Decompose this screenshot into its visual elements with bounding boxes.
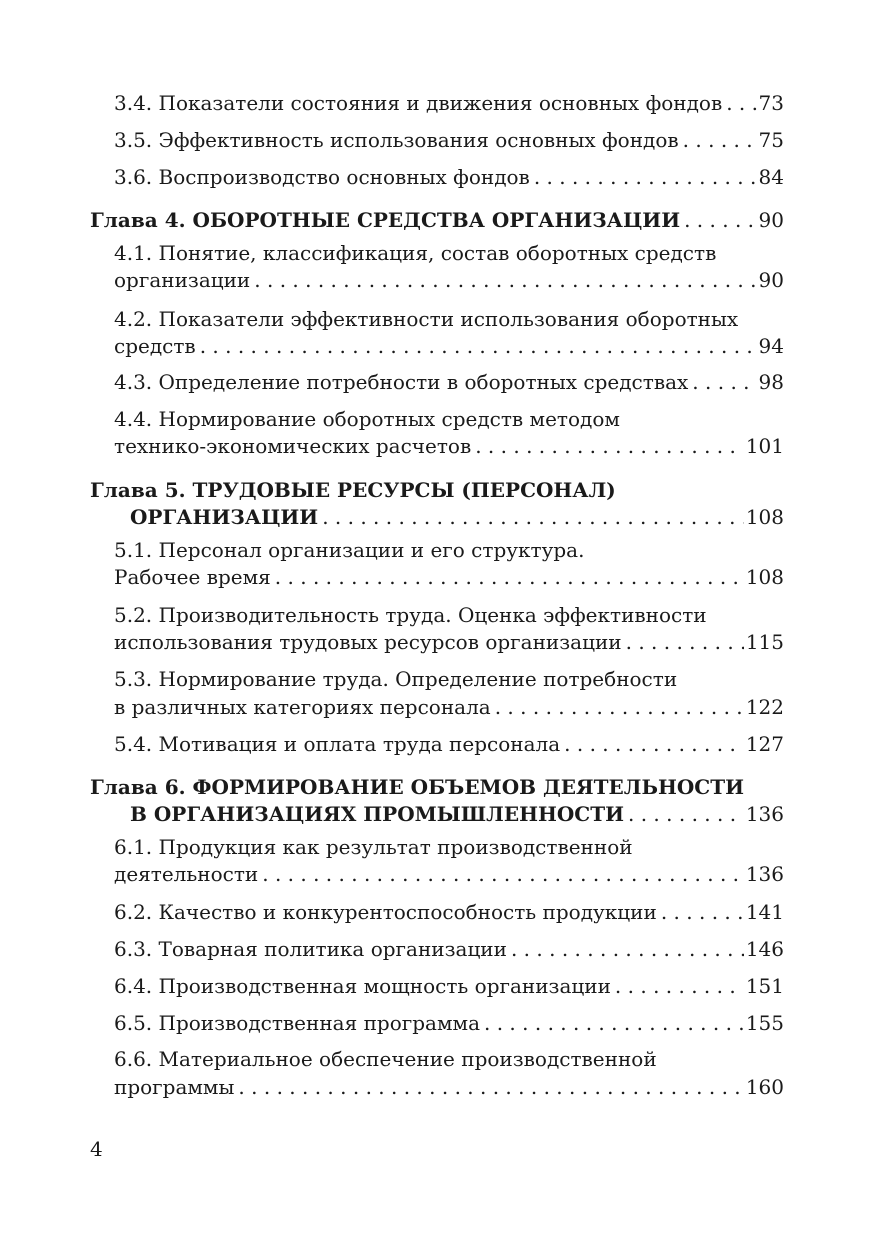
toc-chapter-5-line1 (90, 477, 784, 503)
chapter-title-cont: ОРГАНИЗАЦИИ (130, 505, 319, 529)
leader-dots (200, 333, 757, 359)
toc-entry-page: 75 (758, 128, 784, 152)
toc-entry-title: 5.3. Нормирование труда. Определение потребности (114, 667, 678, 691)
toc-entry-4-2-line1 (114, 306, 784, 332)
toc-entry-5-2-line1 (114, 602, 784, 628)
leader-dots (661, 899, 744, 925)
toc-entry-title: 6.6. Материальное обеспечение производственной (114, 1047, 657, 1071)
toc-entry-page: 90 (758, 208, 784, 232)
toc-entry-6-1-line2 (114, 861, 784, 887)
chapter-label: Глава 6. (90, 775, 186, 799)
leader-dots (684, 207, 756, 233)
toc-entry-page: 136 (745, 862, 784, 886)
chapter-label: Глава 5. (90, 478, 186, 502)
leader-dots (511, 936, 744, 962)
toc-entry-5-3-line1 (114, 666, 784, 692)
page-number: 4 (90, 1137, 103, 1161)
toc-entry-title: 6.1. Продукция как результат производственной (114, 835, 633, 859)
toc-entry-6-6-line2 (114, 1074, 784, 1100)
leader-dots (238, 1074, 743, 1100)
toc-entry-5-4 (114, 731, 784, 757)
toc-entry-title-cont: в различных категориях персонала (114, 695, 491, 719)
toc-entry-page: 127 (745, 732, 784, 756)
leader-dots (322, 504, 744, 530)
toc-entry-6-4 (114, 973, 784, 999)
toc-entry-page: 136 (745, 802, 784, 826)
toc-entry-6-2 (114, 899, 784, 925)
toc-entry-page: 108 (745, 565, 784, 589)
toc-entry-3-6 (114, 164, 784, 190)
toc-entry-5-3-line2 (114, 694, 784, 720)
leader-dots (615, 973, 744, 999)
chapter-title: ОБОРОТНЫЕ СРЕДСТВА ОРГАНИЗАЦИИ (192, 208, 681, 232)
toc-entry-page: 90 (758, 268, 784, 292)
toc-entry-title-cont: организации (114, 268, 251, 292)
toc-entry-title: 5.1. Персонал организации и его структура. (114, 538, 585, 562)
leader-dots (534, 164, 757, 190)
toc-entry-title-cont: средств (114, 334, 196, 358)
toc-entry-title-cont: деятельности (114, 862, 259, 886)
leader-dots (683, 127, 757, 153)
toc-entry-5-2-line2 (114, 629, 784, 655)
toc-entry-title: 3.6. Воспроизводство основных фондов (114, 165, 530, 189)
toc-chapter-6-line1 (90, 774, 784, 800)
toc-entry-page: 151 (745, 974, 784, 998)
toc-entry-6-1-line1 (114, 834, 784, 860)
toc-entry-page: 155 (745, 1011, 784, 1035)
toc-entry-4-1-line1 (114, 240, 784, 266)
toc-entry-title: 5.2. Производительность труда. Оценка эффективности (114, 603, 707, 627)
toc-entry-title-cont: использования трудовых ресурсов организации (114, 630, 622, 654)
toc-entry-page: 160 (745, 1075, 784, 1099)
toc-entry-5-1-line1 (114, 537, 784, 563)
toc-entry-page: 84 (758, 165, 784, 189)
toc-entry-page: 122 (745, 695, 784, 719)
leader-dots (262, 861, 744, 887)
toc-entry-page: 73 (758, 91, 784, 115)
leader-dots (275, 564, 744, 590)
toc-entry-4-1-line2 (114, 267, 784, 293)
toc-entry-3-4 (114, 90, 784, 116)
toc-entry-3-5 (114, 127, 784, 153)
toc-entry-page: 98 (758, 370, 784, 394)
toc-entry-4-4-line1 (114, 406, 784, 432)
toc-entry-title-cont: Рабочее время (114, 565, 271, 589)
toc-entry-title-cont: программы (114, 1075, 235, 1099)
leader-dots (475, 433, 744, 459)
toc-entry-page: 94 (758, 334, 784, 358)
toc-entry-page: 108 (745, 505, 784, 529)
chapter-title: ФОРМИРОВАНИЕ ОБЪЕМОВ ДЕЯТЕЛЬНОСТИ (192, 775, 744, 799)
leader-dots (484, 1010, 744, 1036)
toc-entry-title: 3.4. Показатели состояния и движения основных фондов (114, 91, 723, 115)
toc-chapter-4 (90, 207, 784, 233)
chapter-label: Глава 4. (90, 208, 186, 232)
leader-dots (626, 629, 744, 655)
leader-dots (254, 267, 756, 293)
toc-entry-title: 4.1. Понятие, классификация, состав оборотных средств (114, 241, 717, 265)
leader-dots (628, 801, 744, 827)
toc-chapter-6-line2 (130, 801, 784, 827)
toc-entry-6-6-line1 (114, 1046, 784, 1072)
leader-dots (564, 731, 744, 757)
leader-dots (726, 90, 756, 116)
toc-entry-6-3 (114, 936, 784, 962)
toc-entry-title: 5.4. Мотивация и оплата труда персонала (114, 732, 561, 756)
toc-entry-6-5 (114, 1010, 784, 1036)
toc-entry-title: 6.5. Производственная программа (114, 1011, 480, 1035)
toc-entry-4-3 (114, 369, 784, 395)
toc-entry-title: 4.2. Показатели эффективности использования оборотных (114, 307, 739, 331)
toc-entry-page: 141 (745, 900, 784, 924)
toc-entry-page: 115 (745, 630, 784, 654)
chapter-title-cont: В ОРГАНИЗАЦИЯХ ПРОМЫШЛЕННОСТИ (130, 802, 624, 826)
toc-entry-title-cont: технико-экономических расчетов (114, 434, 472, 458)
toc-entry-page: 101 (745, 434, 784, 458)
leader-dots (495, 694, 744, 720)
toc-entry-4-2-line2 (114, 333, 784, 359)
toc-entry-page: 146 (745, 937, 784, 961)
toc-entry-title: 6.4. Производственная мощность организации (114, 974, 611, 998)
toc-entry-title: 6.2. Качество и конкурентоспособность продукции (114, 900, 657, 924)
toc-chapter-5-line2 (130, 504, 784, 530)
toc-entry-5-1-line2 (114, 564, 784, 590)
toc-entry-title: 3.5. Эффективность использования основных фондов (114, 128, 679, 152)
toc-entry-title: 6.3. Товарная политика организации (114, 937, 507, 961)
toc-entry-4-4-line2 (114, 433, 784, 459)
toc-entry-title: 4.4. Нормирование оборотных средств методом (114, 407, 620, 431)
toc-entry-title: 4.3. Определение потребности в оборотных средствах (114, 370, 689, 394)
leader-dots (692, 369, 756, 395)
chapter-title: ТРУДОВЫЕ РЕСУРСЫ (ПЕРСОНАЛ) (192, 478, 616, 502)
